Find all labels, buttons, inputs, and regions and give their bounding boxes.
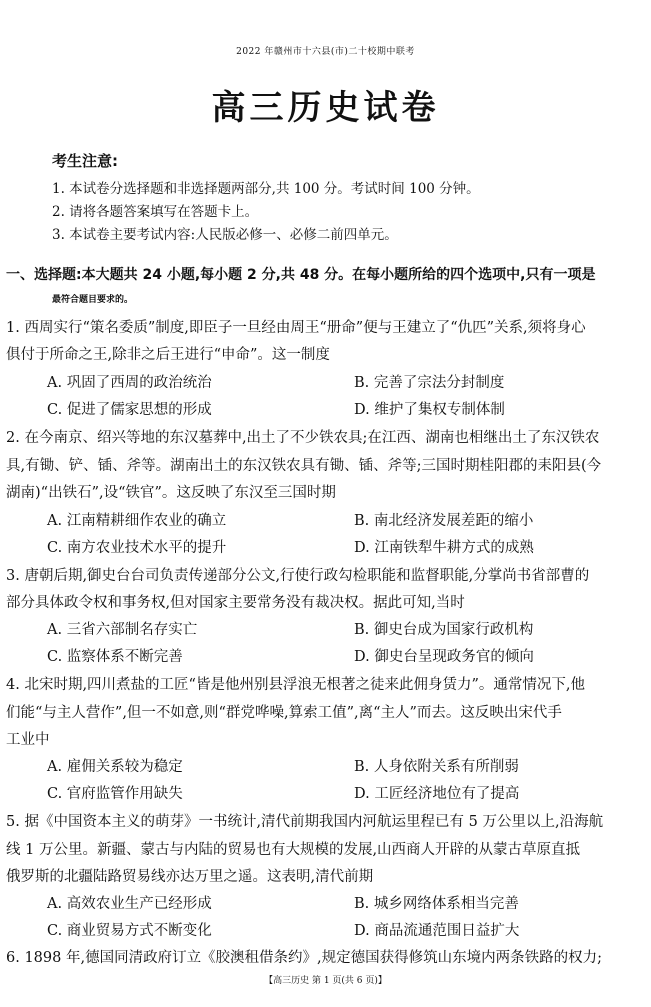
section-heading-line: 一、选择题:本大题共 24 小题,每小题 2 分,共 48 分。在每小题所给的四个选项中,只有一项是 — [6, 267, 596, 283]
notice-item: 3. 本试卷主要考试内容:人民版必修一、必修二前四单元。 — [52, 227, 398, 243]
question-3-text: 部分具体政令权和事务权,但对国家主要常务没有裁决权。据此可知,当时 — [6, 595, 465, 611]
question-3-option-c: C. 监察体系不断完善 — [47, 649, 183, 665]
question-3-option-b: B. 御史台成为国家行政机构 — [354, 622, 534, 638]
subject-title: 高三历史试卷 — [211, 88, 440, 128]
question-4-option-b: B. 人身依附关系有所削弱 — [354, 759, 519, 775]
notice-item: 2. 请将各题答案填写在答题卡上。 — [52, 204, 259, 220]
question-2-option-a: A. 江南精耕细作农业的确立 — [47, 513, 227, 529]
question-2-option-d: D. 江南铁犁牛耕方式的成熟 — [354, 540, 534, 556]
exam-title: 2022 年赣州市十六县(市)二十校期中联考 — [236, 47, 415, 57]
question-5-text: 俄罗斯的北疆陆路贸易线亦达万里之遥。这表明,清代前期 — [6, 869, 374, 885]
question-5-option-b: B. 城乡网络体系相当完善 — [354, 896, 519, 912]
section-heading-line: 最符合题目要求的。 — [52, 295, 134, 305]
question-1-option-d: D. 维护了集权专制体制 — [354, 402, 505, 418]
question-1-option-b: B. 完善了宗法分封制度 — [354, 375, 505, 391]
notice-item: 1. 本试卷分选择题和非选择题两部分,共 100 分。考试时间 100 分钟。 — [52, 181, 480, 197]
question-1-option-c: C. 促进了儒家思想的形成 — [47, 402, 212, 418]
question-1-text: 1. 西周实行“策名委质”制度,即臣子一旦经由周王“册命”便与王建立了“仇匹”关系,须将身心 — [6, 320, 586, 336]
question-3-option-d: D. 御史台呈现政务官的倾向 — [354, 649, 534, 665]
question-5-option-d: D. 商品流通范围日益扩大 — [354, 923, 520, 939]
question-1-text: 俱付于所命之王,除非之后王进行“申命”。这一制度 — [6, 347, 330, 363]
question-2-text: 2. 在今南京、绍兴等地的东汉墓葬中,出土了不少铁农具;在江西、湖南也相继出土了东汉铁农 — [6, 430, 600, 446]
section-heading — [6, 263, 646, 313]
question-4-option-a: A. 雇佣关系较为稳定 — [47, 759, 183, 775]
question-4-text: 工业中 — [6, 732, 50, 748]
notice-heading: 考生注意: — [52, 152, 118, 170]
question-2-option-b: B. 南北经济发展差距的缩小 — [354, 513, 534, 529]
question-4-option-c: C. 官府监管作用缺失 — [47, 786, 183, 802]
question-3-text: 3. 唐朝后期,御史台台司负责传递部分公文,行使行政勾检职能和监督职能,分掌尚书省部曹的 — [6, 568, 590, 584]
question-5-option-c: C. 商业贸易方式不断变化 — [47, 923, 212, 939]
question-4-option-d: D. 工匠经济地位有了提高 — [354, 786, 520, 802]
question-1-option-a: A. 巩固了西周的政治统治 — [47, 375, 212, 391]
question-3-option-a: A. 三省六部制名存实亡 — [47, 622, 198, 638]
question-2-text: 具,有锄、铲、锸、斧等。湖南出土的东汉铁农具有锄、锸、斧等;三国时期桂阳郡的耒阳县(今 — [6, 458, 602, 474]
page-footer: 【高三历史 第 1 页(共 6 页)】 — [264, 976, 387, 986]
question-5-option-a: A. 高效农业生产已经形成 — [47, 896, 212, 912]
question-5-text: 5. 据《中国资本主义的萌芽》一书统计,清代前期我国内河航运里程已有 5 万公里以上,沿海航 — [6, 814, 604, 830]
question-6-text: 6. 1898 年,德国同清政府订立《胶澳租借条约》,规定德国获得修筑山东境内两条铁路的权力; — [6, 950, 603, 966]
question-2-text: 湖南)“出铁石”,设“铁官”。这反映了东汉至三国时期 — [6, 485, 336, 501]
question-2-option-c: C. 南方农业技术水平的提升 — [47, 540, 227, 556]
question-4-text: 4. 北宋时期,四川煮盐的工匠“皆是他州别县浮浪无根著之徒来此佣身赁力”。通常情况下,他 — [6, 677, 585, 693]
question-4-text: 们能“与主人营作”,但一不如意,则“群党哗噪,算索工值”,离“主人”而去。这反映出宋代手 — [6, 705, 562, 721]
question-5-text: 线 1 万公里。新疆、蒙古与内陆的贸易也有大规模的发展,山西商人开辟的从蒙古草原直抵 — [6, 842, 581, 858]
